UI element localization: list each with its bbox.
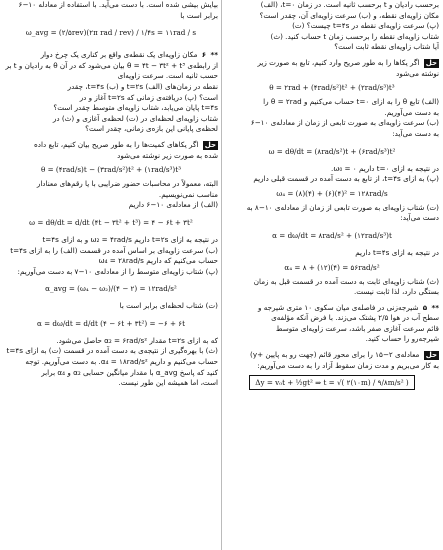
text-line: (الف) از معادله‌ی ۱۰−۶ داریم [128,200,218,210]
text-line: بیایش بیشی شده است. با دست می‌آید. با استفاده از معادله ۱۰−۶ [18,0,218,9]
text-line: بستگی دارد، لذا ثابت نیست. [353,287,439,297]
text-line: که به ازای t=۲s مقدار α₂ = ۶rad/s² حاصل می‌شود. [56,335,218,345]
text-line: در نتیجه به ازای t=۲s داریم ω₂ = ۴rad/s و به ازای t=۴s [42,234,218,244]
solution-intro [225,350,439,361]
text-line: حساب می‌کنیم که داریم ω₄ = ۲۸rad/s [98,256,218,266]
text-line: قائم سرعت آغازی صفر باشد، سرعت زاویه‌ای متوسط [275,323,439,333]
solution-intro [225,58,439,69]
text-line: شیرجه‌زنی در فاصله‌ی میان سکوی ۱۰ متری شیرجه و [257,302,419,312]
text-line: است، اما همیشه این طور نیست. [118,378,218,388]
avg-omega-equation: ω_avg = (۲/۵rev)(۲π rad / rev) / ۱/۴s = ۱۱rad / s [25,28,197,38]
text-line: (الف) تابع θ را به ازای t=۰ حساب می‌کنیم و θ = ۲rad را [263,97,439,107]
text-line: البته، معمولاً در محاسبات حضور ضرایبی با یا رقم‌های معنادار [36,179,218,189]
text-line: (ب) سرعت زاویه‌ای به صورت تابعی از زمان از معادله‌ی ۱۰−۶ [250,118,439,128]
text-line: مکان زاویه‌ای نقطه، و (ب) سرعت زاویه‌ای آن، چقدر است؟ [259,10,439,20]
text-line: شتاب زاویه‌ای لحظه‌ای در (ت) لحظه‌ی آغازی و (ث) در [52,113,218,123]
difficulty-stars: ** [431,302,439,312]
text-line: برحسب رادیان و t برحسب ثانیه است. در زمان t=۰، (الف) [260,0,439,9]
text-line: حساب می‌کنیم و داریم α₄ = ۱۸rad/s². به دست می‌آوریم. توجه [25,357,218,367]
text-line: مکان زاویه‌ای یک نقطه‌ی واقع بر کناری یک چرخ دوار [40,50,198,60]
omega-equation: ω = dθ/dt = d/dt (۴t − ۳t² + t³) = ۴ − ۶t + ۳t² [29,217,193,227]
problem-5-header [225,303,439,314]
solution-intro [4,140,218,151]
text-line: به کار می‌بریم و مدت زمان سقوط آزاد را به دست می‌آوریم: [257,360,439,370]
text-line: (ت) شتاب لحظه‌ای برابر است با [119,301,218,311]
text-line: نقطه در زمان‌های (الف) t=۲s و (ب) t=۴s، چقدر [67,81,218,91]
right-column [225,0,439,550]
alpha4-equation: α₄ = ۸ + (۱۲)(۴) = ۵۶rad/s² [284,262,380,272]
theta-equation: θ = ۲rad + (۴rad/s²)t² + (۲rad/s³)t³ [269,83,395,93]
text-line: شده به صورت زیر نوشته می‌شود [117,150,218,160]
left-column [4,0,218,550]
omega-equation: ω = dθ/dt = (۸rad/s²)t + (۶rad/s³)t² [268,146,396,156]
text-line: حسب ثانیه است. سرعت زاویه‌ای [117,71,218,81]
solution-label: حل [204,140,216,149]
text-line: آیا شتاب زاویه‌ای نقطه ثابت است؟ [334,42,439,52]
text-line: (ب) سرعت زاویه‌ای بر اساس آمده در قسمت (الف) را به ازای t=۴s [10,245,218,255]
solution-label: حل [425,351,437,360]
text-line: (پ) سرعت زاویه‌ای نقطه در t=۴s چیست؟ (ت) [292,21,439,31]
text-line: (ث) با بهره‌گیری از نتیجه‌ی به دست آمده در قسمت (ت) به ازای t=۴s [6,346,218,356]
text-line: t=۴s پایان می‌یابد، شتاب زاویه‌ای متوسط چقدر است؟ [53,103,218,113]
problem-number: ۶ [201,50,207,60]
alpha-equation: α = dω/dt = d/dt (۴ − ۶t + ۳t²) = −۶ + ۶t [36,318,186,328]
text-line: معادله‌ی ۲−۱۵ را برای محور قائم (جهت رو به پایین +y) [250,350,420,360]
text-line: شیرجه‌رو را حساب کنید. [365,334,439,344]
text-line: شتاب زاویه‌ای نقطه را برحسب زمان t حساب کنید. (ث) [270,31,439,41]
text-line: اگر یکاها را به طور صریح وارد کنیم، تابع به صورت زیر [257,57,420,67]
text-line: به دست می‌آید: [392,128,439,138]
boxed-equation: Δy = v₀t + ½gt² ⇒ t = √( ۲(۱۰m) / ۹/۸m/s² ) [249,375,414,390]
text-line: به دست می‌آوریم. [384,107,439,117]
text-line: (پ) شتاب زاویه‌ای متوسط را از معادله‌ی ۱۰−۷ به دست می‌آوریم: [17,266,218,276]
text-line: در نتیجه به ازای t=۴s داریم [355,247,439,257]
column-divider [221,0,222,550]
omega4-equation: ω₄ = (۸)(۴) + (۶)(۴)² = ۱۲۸rad/s [276,188,388,198]
text-line: است؟ (پ) دریافته‌ی زمانی که t=۲s آغاز و در [79,92,218,102]
text-line: در نتیجه به ازای t=۰ داریم ω₀ = ۰. [331,163,439,173]
text-line: کنید که پاسخ α_avg با مقدار میانگین حسابی α₂ و α₄ برابر [41,367,218,377]
text-line: (ت) شتاب زاویه‌ای به صورت تابعی از زمان از معادله‌ی ۱۰−۸ به [246,202,439,212]
text-line: برابر است با [180,10,218,20]
delta-y-equation [225,371,439,395]
text-line: سطح آب در هوا ۲/۵ پشتک می‌زند. با فرض آنکه مؤلفه‌ی [271,313,439,323]
text-line: نوشته می‌شود [396,68,439,78]
text-line: مناسب نمی‌نویسیم. [158,189,218,199]
alpha-equation: α = dω/dt = ۸rad/s² + (۱۲rad/s³)t [272,230,392,240]
theta-equation: θ = (۴rad/s)t − (۳rad/s²)t² + (۱rad/s³)t³ [41,165,181,175]
solution-label: حل [425,58,437,67]
difficulty-stars: ** [210,50,218,60]
text-line: اگر یکاهای کمیت‌ها را به طور صریح بیان کنیم، تابع داده [34,139,199,149]
problem-6-header [4,50,218,61]
text-line: از رابطه‌ی θ = ۴t − ۳t² + t³ بیان می‌شود که در آن θ به رادیان و t بر [5,60,218,70]
problem-number: ۵ [422,302,428,312]
text-line: (ث) شتاب زاویه‌ای ثابت به دست آمده در قسمت قبل به زمان [253,276,439,286]
alpha-avg-equation: α_avg = (ω₄ − ω₂)/(۴ − ۲) = ۱۲rad/s² [45,284,177,294]
text-line: (پ) به ازای t=۴s، از تابع به دست آمده در قسمت قبلی داریم [253,174,439,184]
text-line: لحظه‌ی پایانی این بازه‌ی زمانی، چقدر است؟ [85,124,218,134]
text-line: دست می‌آید: [400,213,439,223]
